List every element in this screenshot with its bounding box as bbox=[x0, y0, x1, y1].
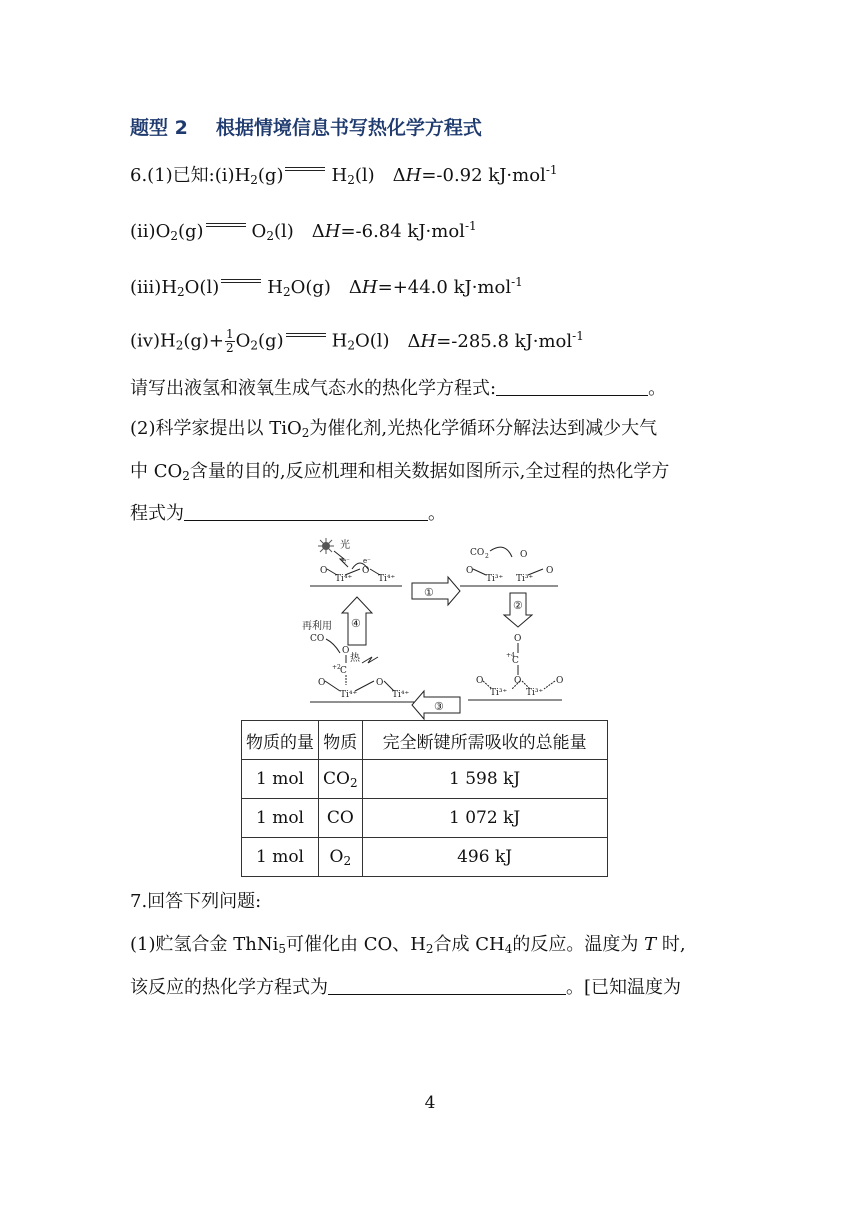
table-row: 1 mol $O_2$ 496 kJ bbox=[242, 838, 608, 877]
svg-text:Ti³⁺: Ti³⁺ bbox=[516, 574, 534, 584]
table-header: 物质 bbox=[319, 721, 363, 760]
heat-label: 热 bbox=[350, 653, 360, 664]
section-label: 题型 2 bbox=[130, 117, 188, 139]
equation-4: $(ⅳ)H_2(g)+$ $\frac{1}{2}$ $O_2(g)$ $H_2O(l)$ ΔH=-285.8 kJ·mol$^{-1}$ bbox=[130, 327, 584, 355]
table-header-row bbox=[242, 721, 608, 760]
svg-text:O: O bbox=[362, 566, 370, 576]
section-heading: 根据情境信息书写热化学方程式 bbox=[215, 117, 482, 139]
svg-text:O: O bbox=[476, 676, 484, 686]
reuse-label: 再利用 bbox=[302, 621, 332, 632]
svg-text:+4: +4 bbox=[506, 652, 515, 659]
equation-2: $(ⅱ)O_2(g)$ $O_2(l)$ ΔH=-6.84 kJ·mol$^{-1}$ bbox=[130, 219, 477, 243]
svg-text:O: O bbox=[556, 676, 564, 686]
svg-text:2: 2 bbox=[485, 553, 489, 560]
answer-blank-2[interactable] bbox=[184, 500, 428, 521]
stage-top-right bbox=[460, 547, 558, 586]
stage-bottom-right bbox=[468, 634, 563, 700]
bond-energy-table bbox=[241, 720, 608, 877]
svg-text:O: O bbox=[514, 634, 522, 644]
table-row: 1 mol $CO_2$ 1 598 kJ bbox=[242, 760, 608, 799]
svg-text:C: C bbox=[512, 656, 519, 666]
reaction-mechanism-diagram bbox=[300, 535, 562, 719]
table-header: 物质的量 bbox=[242, 721, 319, 760]
equals-arrow-icon bbox=[206, 223, 246, 227]
svg-text:③: ③ bbox=[434, 700, 444, 713]
svg-text:②: ② bbox=[513, 599, 523, 612]
svg-text:C: C bbox=[340, 666, 347, 676]
svg-text:CO: CO bbox=[470, 548, 485, 558]
answer-blank-3[interactable] bbox=[328, 974, 566, 995]
fraction-half: $\frac{1}{2}$ bbox=[225, 327, 234, 355]
svg-text:O: O bbox=[546, 566, 554, 576]
equals-arrow-icon bbox=[221, 279, 261, 283]
step-3-arrow bbox=[412, 691, 460, 719]
answer-blank-1[interactable] bbox=[496, 375, 648, 396]
equation-3: $(ⅲ)H_2O(l)$ $H_2O(g)$ ΔH=+44.0 kJ·mol$^{-1}$ bbox=[130, 275, 523, 299]
step-2-arrow bbox=[504, 593, 532, 627]
question-6-2-line-1: (2)科学家提出以 TiO$_2$为催化剂,光热化学循环分解法达到减少大气 bbox=[130, 418, 658, 440]
equals-arrow-icon bbox=[285, 167, 325, 171]
question-7-line-2: 该反应的热化学方程式为 。[已知温度为 bbox=[130, 974, 681, 1000]
question-7-line-1: (1)贮氢合金 ThNi$_5$可催化由 CO、$H_2$合成 $CH_4$的反应。温度为 T 时, bbox=[130, 934, 686, 956]
svg-text:e⁻: e⁻ bbox=[363, 557, 371, 565]
equals-arrow-icon bbox=[286, 333, 326, 337]
svg-text:+2: +2 bbox=[332, 664, 341, 671]
svg-text:Ti³⁺: Ti³⁺ bbox=[486, 574, 504, 584]
svg-text:O: O bbox=[318, 678, 326, 688]
stage-top-left bbox=[310, 538, 402, 586]
light-label: 光 bbox=[340, 540, 350, 551]
svg-text:e⁻: e⁻ bbox=[342, 557, 350, 565]
table-header: 完全断键所需吸收的总能量 bbox=[362, 721, 607, 760]
svg-text:O: O bbox=[514, 676, 522, 686]
step-1-arrow bbox=[412, 577, 460, 605]
svg-text:O: O bbox=[376, 678, 384, 688]
section-title bbox=[130, 113, 482, 140]
svg-text:①: ① bbox=[424, 586, 434, 599]
page-number: 4 bbox=[424, 1093, 436, 1113]
step-4-arrow bbox=[342, 597, 372, 645]
svg-text:CO: CO bbox=[310, 634, 325, 644]
svg-text:Ti⁴⁺: Ti⁴⁺ bbox=[340, 690, 358, 700]
equation-1: 6.(1)已知$:(ⅰ)H_2(g)$ $H_2(l)$ ΔH=-0.92 kJ·mol$^{-1}$ bbox=[130, 163, 558, 187]
svg-text:Ti³⁺: Ti³⁺ bbox=[490, 688, 508, 698]
svg-text:Ti³⁺: Ti³⁺ bbox=[526, 688, 544, 698]
table-row: 1 mol CO 1 072 kJ bbox=[242, 799, 608, 838]
svg-text:O: O bbox=[520, 550, 528, 560]
svg-text:O: O bbox=[466, 566, 474, 576]
svg-text:O: O bbox=[342, 646, 350, 656]
svg-text:Ti⁴⁺: Ti⁴⁺ bbox=[378, 574, 396, 584]
svg-text:④: ④ bbox=[351, 617, 361, 630]
question-7-title: 7.回答下列问题: bbox=[130, 891, 262, 912]
svg-text:O: O bbox=[320, 566, 328, 576]
question-6-2-line-2: 中 $CO_2$含量的目的,反应机理和相关数据如图所示,全过程的热化学方 bbox=[130, 461, 670, 483]
svg-text:Ti⁴⁺: Ti⁴⁺ bbox=[335, 574, 353, 584]
question-6-1-prompt: 请写出液氢和液氧生成气态水的热化学方程式: 。 bbox=[130, 375, 666, 401]
question-6-2-line-3: 程式为 。 bbox=[130, 500, 446, 526]
svg-text:Ti⁴⁺: Ti⁴⁺ bbox=[392, 690, 410, 700]
